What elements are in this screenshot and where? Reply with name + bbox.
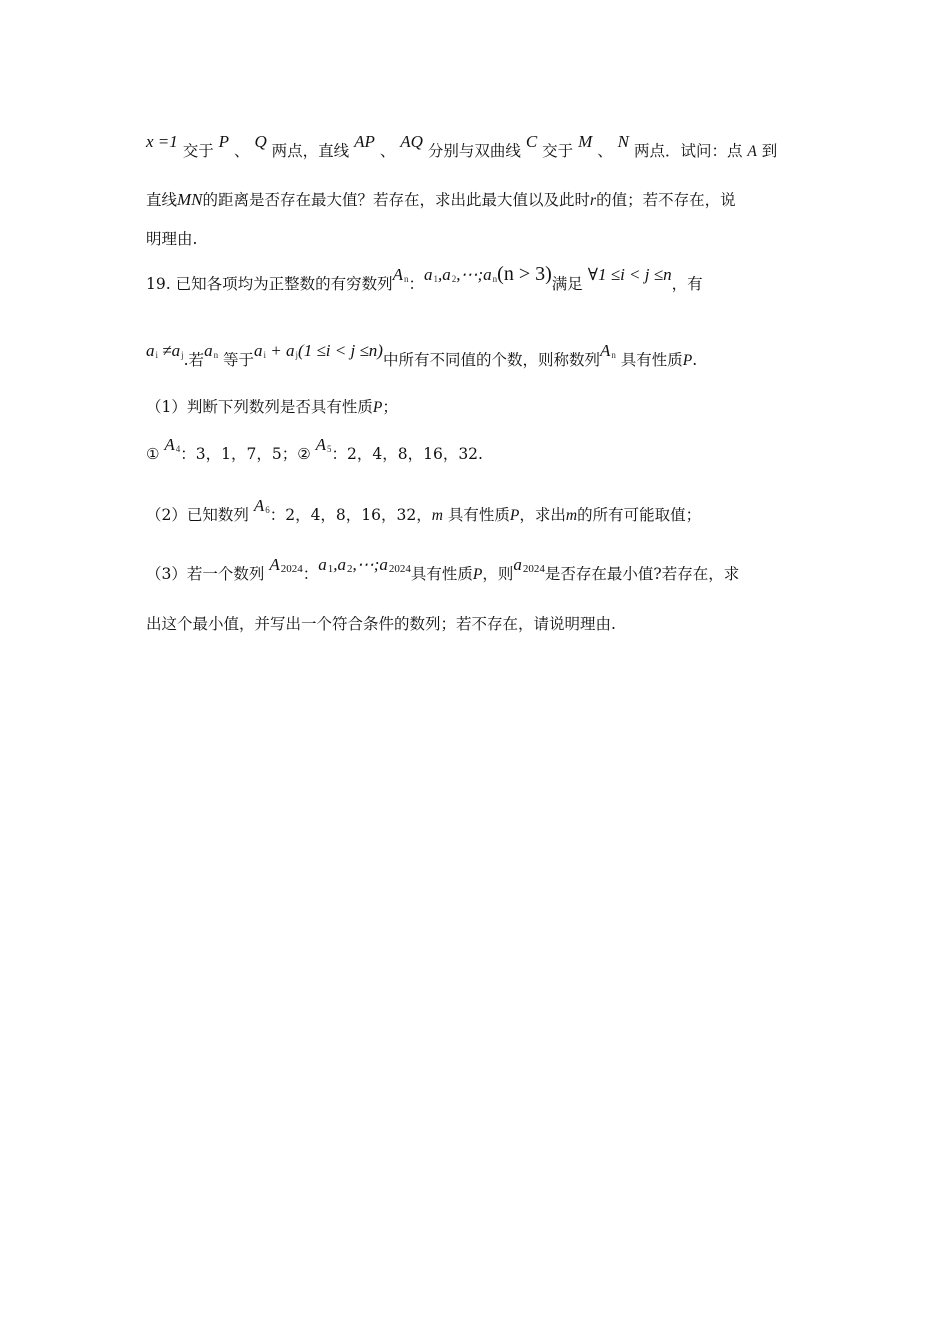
q19-part-1: （1）判断下列数列是否具有性质P；	[146, 398, 398, 416]
sequence-expression: $a_1,a_2,\cdots;a_n$	[424, 265, 498, 284]
q18-line-3: 明理由.	[146, 230, 198, 248]
condition-n-gt-3: (n > 3)	[497, 263, 552, 285]
sequence-expression-2024: a1,a2,⋯;a2024	[318, 555, 411, 575]
q18-line-2: 直线MN的距离是否存在最大值？若存在，求出此最大值以及此时r的值；若不存在，说	[146, 190, 736, 209]
ai-neq-aj: $a_i \ne a_j$	[146, 341, 184, 360]
forall-condition: ∀1 ≤i < j ≤n	[587, 265, 672, 284]
q19-line-1: 19. 已知各项均为正整数的有穷数列$A_n$：$a_1,a_2,\cdots;a_n(n > 3)$满足 ∀1 ≤i < j ≤n，有	[146, 263, 703, 293]
q19-part-3: （3）若一个数列 A2024：a1,a2,⋯;a2024具有性质P，则a2024是否存在最小值?若存在，求	[146, 555, 740, 583]
sum-expression: $a_i + a_j$	[254, 341, 299, 360]
q19-part-1-sequences: ① $A_4$：3，1，7，5；② $A_5$：2，4，8，16，32.	[146, 435, 483, 463]
question-number: 19. 已知各项均为正整数的有穷数列	[146, 275, 393, 293]
q19-line-2: $a_i \ne a_j$.若$a_n$ 等于$a_i + a_j(1 \le i < j \le n)$中所有不同值的个数，则称数列$A_n$ 具有性质P.	[146, 341, 698, 369]
circled-one: ①	[146, 445, 160, 463]
q19-part-2: （2）已知数列 $A_6$：2，4，8，16，32，m 具有性质P，求出m的所有可能取值；	[146, 496, 702, 524]
index-range: (1 ≤i < j ≤n)	[298, 341, 383, 360]
math-x-equals-1: x =1	[146, 132, 178, 151]
q18-line-1: x =1 交于 P 、 Q 两点，直线 AP 、 AQ 分别与双曲线 C 交于 M 、 N 两点．试问：点 A 到	[146, 132, 778, 160]
q19-part-3-continued: 出这个最小值，并写出一个符合条件的数列；若不存在，请说明理由.	[146, 615, 616, 633]
circled-two: ②	[297, 445, 311, 463]
